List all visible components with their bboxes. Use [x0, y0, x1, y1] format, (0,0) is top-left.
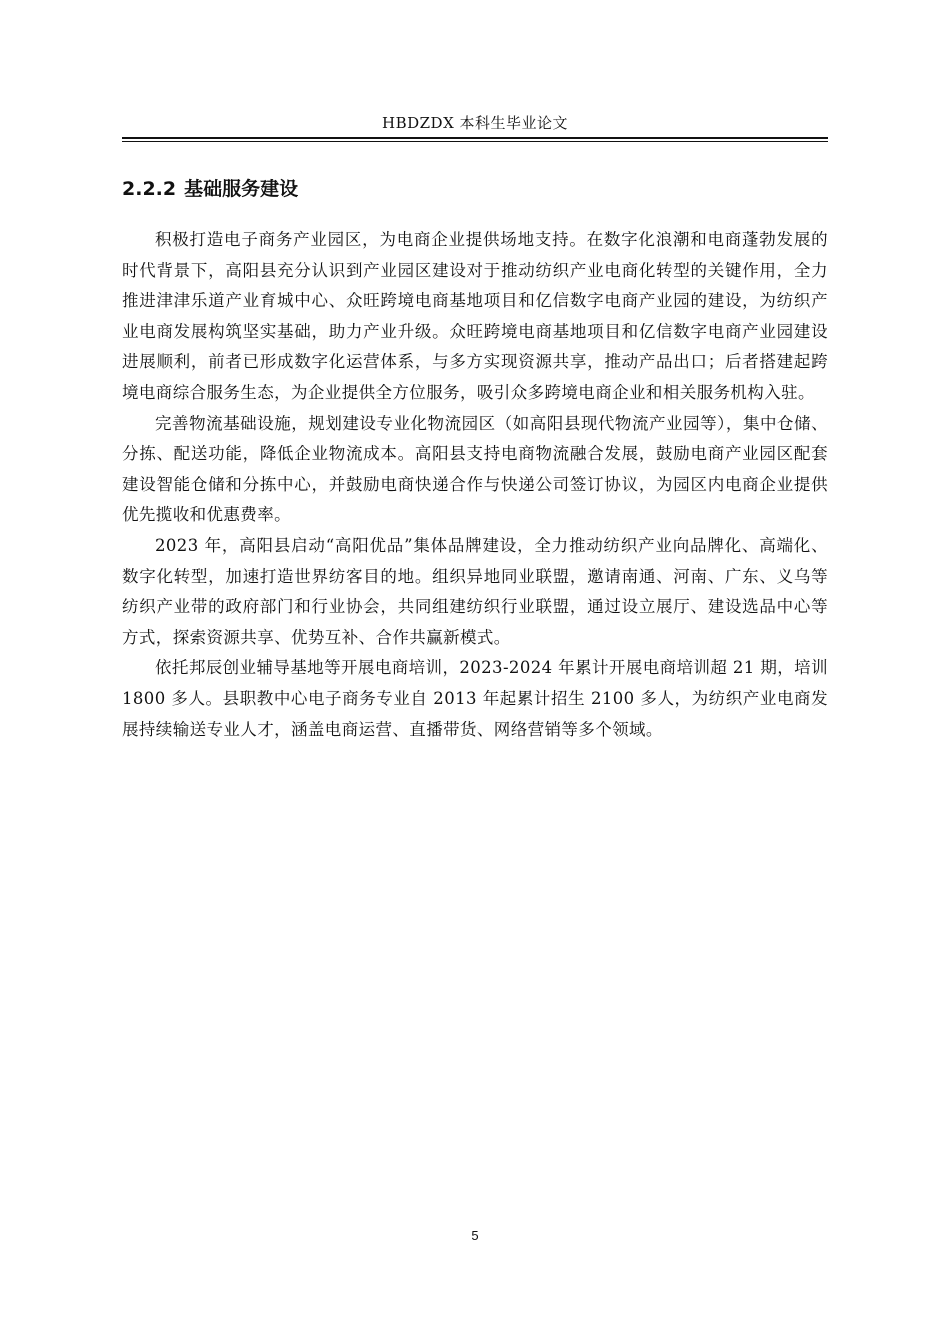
header-double-rule	[122, 137, 828, 143]
paragraph-training: 依托邦辰创业辅导基地等开展电商培训，2023-2024 年累计开展电商培训超 21 期，培训 1800 多人。县职教中心电子商务专业自 2013 年起累计招生 2100 多人，为纺织产业电商发展持续输送专业人才，涵盖电商运营、直播带货、网络营销等多个领域。	[122, 658, 828, 739]
body-text	[122, 225, 828, 745]
section-title: 基础服务建设	[184, 178, 299, 200]
header-rule-thin	[122, 141, 828, 142]
header-rule-thick	[122, 137, 828, 139]
section-number: 2.2.2	[122, 178, 177, 200]
section-heading	[122, 174, 298, 204]
paragraph-industrial-park: 积极打造电子商务产业园区，为电商企业提供场地支持。在数字化浪潮和电商蓬勃发展的时代背景下，高阳县充分认识到产业园区建设对于推动纺织产业电商化转型的关键作用，全力推进津津乐道产业育城中心、众旺跨境电商基地项目和亿信数字电商产业园的建设，为纺织产业电商发展构筑坚实基础，助力产业升级。众旺跨境电商基地项目和亿信数字电商产业园建设进展顺利，前者已形成数字化运营体系，与多方实现资源共享，推动产品出口；后者搭建起跨境电商综合服务生态，为企业提供全方位服务，吸引众多跨境电商企业和相关服务机构入驻。	[122, 230, 828, 402]
running-header: HBDZDX 本科生毕业论文	[381, 114, 569, 132]
paragraph-logistics: 完善物流基础设施，规划建设专业化物流园区（如高阳县现代物流产业园等），集中仓储、分拣、配送功能，降低企业物流成本。高阳县支持电商物流融合发展，鼓励电商产业园区配套建设智能仓储和分拣中心，并鼓励电商快递合作与快递公司签订协议，为园区内电商企业提供优先揽收和优惠费率。	[122, 413, 828, 525]
paragraph-brand-building: 2023 年，高阳县启动“高阳优品”集体品牌建设，全力推动纺织产业向品牌化、高端化、数字化转型，加速打造世界纺客目的地。组织异地同业联盟，邀请南通、河南、广东、义乌等纺织产业带的政府部门和行业协会，共同组建纺织行业联盟，通过设立展厅、建设选品中心等方式，探索资源共享、优势互补、合作共赢新模式。	[122, 535, 828, 647]
page-number: 5	[471, 1228, 479, 1243]
